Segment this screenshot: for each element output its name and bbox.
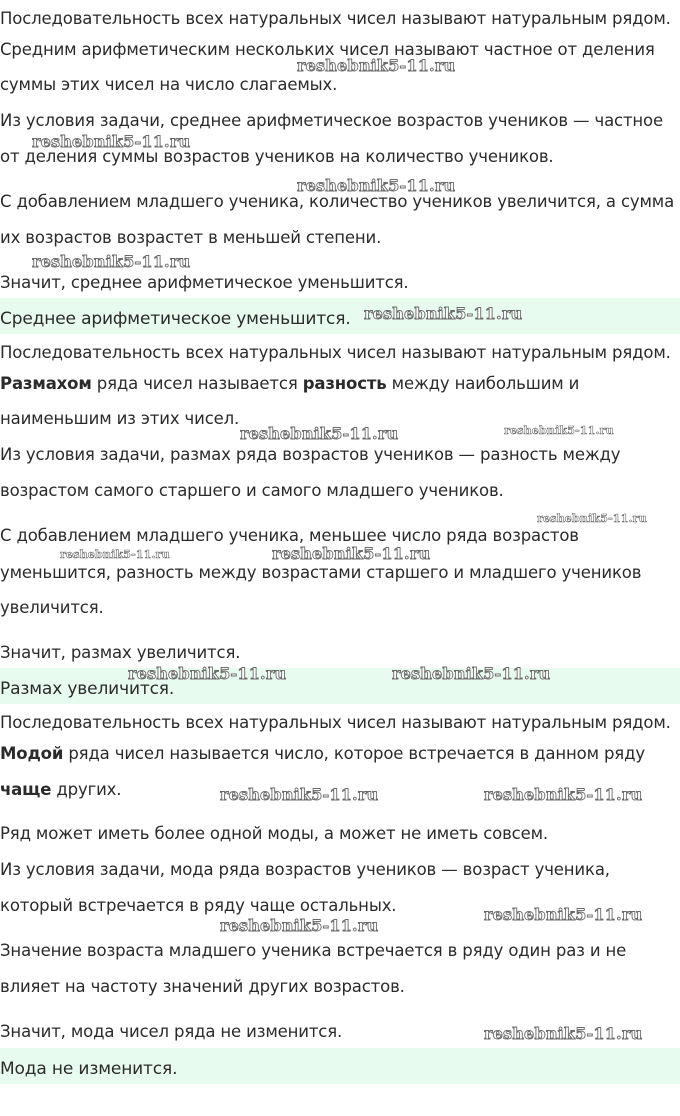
term-range: Размахом bbox=[0, 374, 92, 393]
watermark: reshebnik5-11.ru bbox=[32, 252, 191, 271]
paragraph-range-condition-line1: Из условия задачи, размах ряда возрастов учеников — разность между bbox=[0, 445, 621, 464]
paragraph-mode-note: Ряд может иметь более одной моды, а может не иметь совсем. bbox=[0, 824, 548, 843]
term-difference: разность bbox=[302, 374, 387, 393]
paragraph-mode-reasoning-line2: влияет на частоту значений других возрастов. bbox=[0, 977, 405, 996]
paragraph-range-definition-line2: наименьшим из этих чисел. bbox=[0, 409, 240, 428]
watermark: reshebnik5-11.ru bbox=[537, 512, 647, 525]
watermark: reshebnik5-11.ru bbox=[220, 785, 379, 804]
watermark: reshebnik5-11.ru bbox=[484, 785, 643, 804]
watermark: reshebnik5-11.ru bbox=[60, 548, 170, 561]
watermark: reshebnik5-11.ru bbox=[272, 544, 431, 563]
paragraph-natural-series-2: Последовательность всех натуральных чисел называют натуральным рядом. bbox=[0, 343, 671, 362]
paragraph-mode-conclusion: Значит, мода чисел ряда не изменится. bbox=[0, 1022, 343, 1041]
watermark: reshebnik5-11.ru bbox=[240, 424, 399, 443]
paragraph-mean-condition-line1: Из условия задачи, среднее арифметическое возрастов учеников — частное bbox=[0, 111, 663, 130]
paragraph-mean-reasoning-line1: С добавлением младшего ученика, количество учеников увеличится, а сумма bbox=[0, 192, 675, 211]
watermark: reshebnik5-11.ru bbox=[32, 132, 191, 151]
paragraph-natural-series-1: Последовательность всех натуральных чисел называют натуральным рядом. bbox=[0, 9, 671, 28]
range-definition-end: между наибольшим и bbox=[386, 374, 580, 393]
watermark: reshebnik5-11.ru bbox=[504, 424, 614, 437]
paragraph-range-reasoning-line1: С добавлением младшего ученика, меньшее число ряда возрастов bbox=[0, 526, 579, 545]
answer-mode: Мода не изменится. bbox=[0, 1059, 178, 1079]
range-definition-text: ряда чисел называется bbox=[91, 374, 303, 393]
watermark: reshebnik5-11.ru bbox=[484, 1024, 643, 1043]
paragraph-range-conclusion: Значит, размах увеличится. bbox=[0, 643, 241, 662]
paragraph-range-definition-line1 bbox=[0, 373, 579, 395]
term-more-often: чаще bbox=[0, 780, 52, 799]
watermark: reshebnik5-11.ru bbox=[484, 905, 643, 924]
mode-definition-end: других. bbox=[51, 780, 122, 799]
paragraph-mean-conclusion: Значит, среднее арифметическое уменьшится. bbox=[0, 273, 409, 292]
term-mode: Модой bbox=[0, 744, 64, 763]
paragraph-mode-condition-line1: Из условия задачи, мода ряда возрастов учеников — возраст ученика, bbox=[0, 860, 610, 879]
paragraph-mean-definition-line1: Средним арифметическим нескольких чисел называют частное от деления bbox=[0, 40, 655, 59]
watermark: reshebnik5-11.ru bbox=[220, 916, 379, 935]
answer-range: Размах увеличится. bbox=[0, 679, 175, 699]
paragraph-mode-reasoning-line1: Значение возраста младшего ученика встречается в ряду один раз и не bbox=[0, 941, 627, 960]
paragraph-natural-series-3: Последовательность всех натуральных чисел называют натуральным рядом. bbox=[0, 713, 671, 732]
paragraph-mean-definition-line2: суммы этих чисел на число слагаемых. bbox=[0, 75, 338, 94]
paragraph-mode-definition-line1 bbox=[0, 743, 645, 765]
paragraph-mode-definition-line2 bbox=[0, 779, 121, 801]
watermark: reshebnik5-11.ru bbox=[364, 304, 523, 323]
paragraph-range-reasoning-line2: уменьшится, разность между возрастами старшего и младшего учеников bbox=[0, 563, 642, 582]
paragraph-mean-reasoning-line2: их возрастов возрастет в меньшей степени. bbox=[0, 228, 382, 247]
paragraph-mean-condition-line2: от деления суммы возрастов учеников на количество учеников. bbox=[0, 147, 554, 166]
mode-definition-text: ряда чисел называется число, которое встречается в данном ряду bbox=[63, 744, 645, 763]
watermark: reshebnik5-11.ru bbox=[297, 176, 456, 195]
answer-mean: Среднее арифметическое уменьшится. bbox=[0, 309, 351, 329]
watermark: reshebnik5-11.ru bbox=[128, 664, 287, 683]
paragraph-range-reasoning-line3: увеличится. bbox=[0, 598, 104, 617]
paragraph-mode-condition-line2: который встречается в ряду чаще остальных. bbox=[0, 896, 397, 915]
paragraph-range-condition-line2: возрастом самого старшего и самого младшего учеников. bbox=[0, 481, 504, 500]
watermark: reshebnik5-11.ru bbox=[297, 56, 456, 75]
watermark: reshebnik5-11.ru bbox=[392, 664, 551, 683]
